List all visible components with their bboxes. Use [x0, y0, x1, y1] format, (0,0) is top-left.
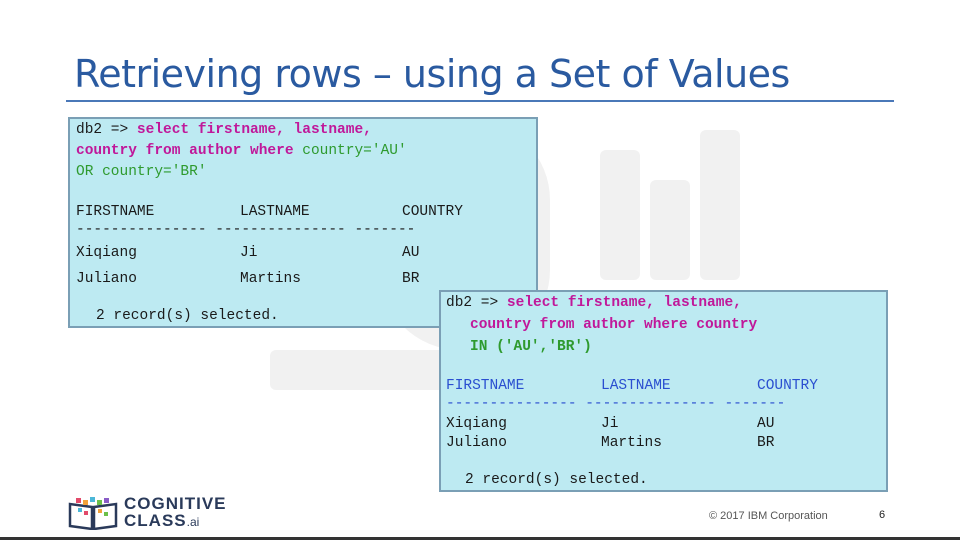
column-header-lastname: LASTNAME [240, 204, 310, 220]
watermark-shape [600, 150, 640, 280]
logo-suffix: .ai [186, 515, 200, 529]
cognitive-class-logo [68, 494, 228, 530]
page-number: 6 [879, 509, 886, 521]
table-cell: Juliano [446, 435, 507, 451]
column-header-country: COUNTRY [402, 204, 463, 220]
query-result-box-2 [439, 290, 888, 492]
prompt: db2 => [76, 122, 137, 138]
watermark-shape [650, 180, 690, 280]
sql-keywords: select firstname, lastname, [506, 295, 742, 311]
table-cell: Xiqiang [76, 245, 137, 261]
book-icon [68, 496, 118, 530]
table-cell: Martins [601, 435, 662, 451]
separator-line: --------------- --------------- ------- [76, 222, 416, 238]
logo-class: CLASS [124, 511, 187, 530]
copyright-notice: © 2017 IBM Corporation [709, 510, 828, 522]
watermark-shape [700, 130, 740, 280]
query-line-1 [76, 122, 372, 138]
title-underline [66, 100, 894, 102]
table-cell: Ji [240, 245, 258, 261]
query-line-2: country from author where country [470, 317, 758, 333]
sql-keywords: select firstname, lastname, [136, 122, 372, 138]
sql-keywords: country from author where [76, 143, 303, 159]
table-cell: BR [402, 271, 420, 287]
table-cell: Ji [601, 416, 619, 432]
table-cell: AU [757, 416, 775, 432]
query-line-3: IN ('AU','BR') [470, 339, 592, 355]
table-cell: Martins [240, 271, 301, 287]
slide-title: Retrieving rows – using a Set of Values [74, 52, 790, 96]
column-header-firstname: FIRSTNAME [446, 378, 525, 394]
column-header-country: COUNTRY [757, 378, 818, 394]
records-selected: 2 record(s) selected. [96, 308, 279, 324]
query-line-1 [446, 295, 742, 311]
prompt: db2 => [446, 295, 507, 311]
column-header-firstname: FIRSTNAME [76, 204, 155, 220]
sql-condition: country='AU' [302, 143, 407, 159]
separator-line: --------------- --------------- ------- [446, 396, 786, 412]
query-line-2 [76, 143, 407, 159]
records-selected: 2 record(s) selected. [465, 472, 648, 488]
table-cell: Xiqiang [446, 416, 507, 432]
table-cell: AU [402, 245, 420, 261]
query-line-3: OR country='BR' [76, 164, 207, 180]
table-cell: Juliano [76, 271, 137, 287]
logo-text [124, 511, 199, 531]
logo-text: COGNITIVE [124, 494, 227, 513]
table-cell: BR [757, 435, 775, 451]
column-header-lastname: LASTNAME [601, 378, 671, 394]
